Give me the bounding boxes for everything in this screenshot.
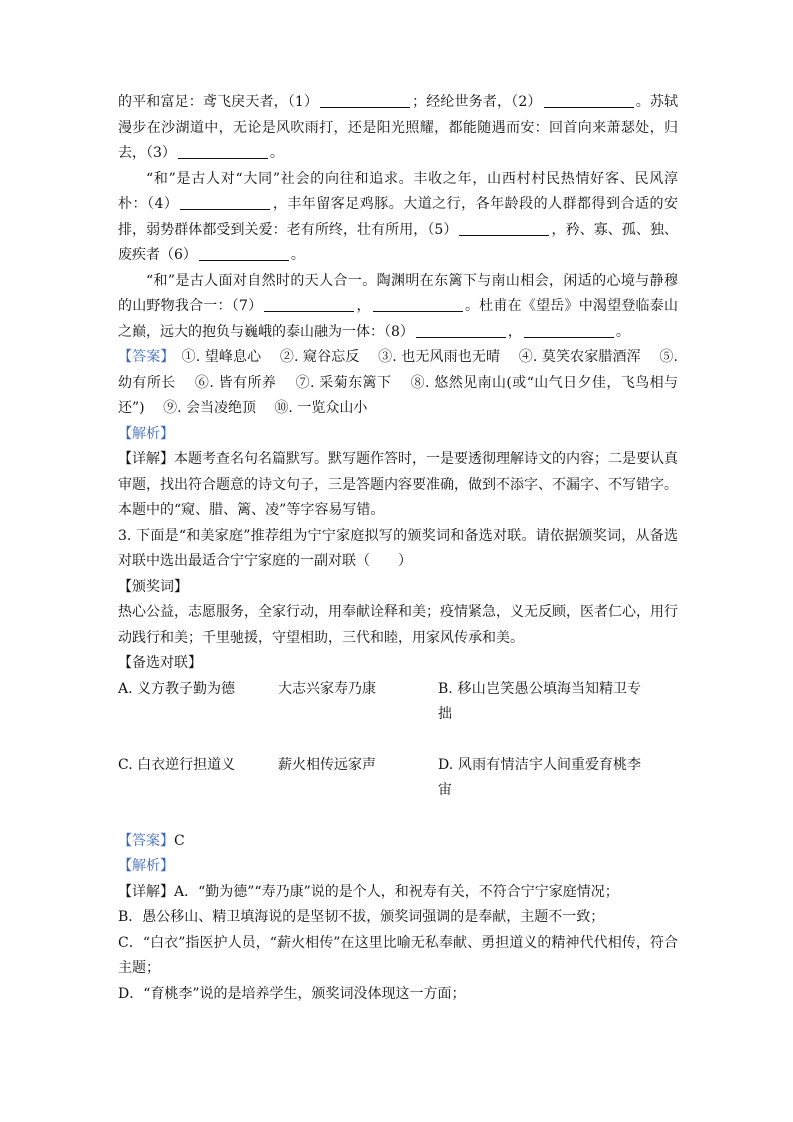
detail-block-1: 【详解】本题考查名句名篇默写。默写题作答时，一是要透彻理解诗文的内容；二是要认真审题，找出符合题意的诗文句子，三是答题内容要准确，做到不添字、不漏字、不写错字。本题中的“窥、腊、篱、凌”等字容易写错。	[118, 451, 678, 518]
option-row-cd	[118, 753, 678, 804]
blank-7b	[373, 297, 463, 312]
detail-d: D．“育桃李”说的是培养学生，颁奖词没体现这一方面；	[118, 985, 466, 1002]
award-heading: 【颁奖词】	[118, 578, 188, 595]
answer-tag: 【答案】	[118, 349, 168, 365]
blank-6	[199, 246, 289, 261]
blank-1	[320, 93, 410, 108]
option-b-first: B. 移山岂笑愚公拙	[438, 680, 543, 722]
analysis-tag: 【解析】	[118, 425, 174, 442]
answer-block-1	[118, 345, 678, 422]
award-text: 热心公益，志愿服务，全家行动，用奉献诠释和美；疫情紧急，义无反顾，医者仁心，用行动践行和美；千里驰援，守望相助，三代和睦，用家风传承和美。	[118, 604, 678, 646]
blank-4	[180, 195, 270, 210]
options-heading: 【备选对联】	[118, 655, 202, 671]
option-d-first: D. 风雨有情洁宇宙	[438, 756, 543, 798]
question-3-stem: 3. 下面是“和美家庭”推荐组为宁宁家庭拟写的颁奖词和备选对联。请依据颁奖词，从备选对联中选出最适合宁宁家庭的一副对联（ ）	[118, 527, 678, 569]
answer-block-3	[118, 829, 678, 855]
blank-8a	[416, 323, 506, 338]
blank-7a	[264, 297, 354, 312]
paragraph-peace: 的平和富足：鸢飞戾天者，（1） ；经纶世务者，（2） 。苏轼漫步在沙湖道中，无论是风吹雨打，还是阳光照耀，都能随遇而安：回首向来萧瑟处，归去，（3） 。	[118, 94, 678, 161]
option-c-second: 薪火相传远家声	[278, 756, 376, 773]
answer-text: ①. 望峰息心 ②. 窥谷忘反 ③. 也无风雨也无晴 ④. 莫笑农家腊酒浑 ⑤. 幼有所长 ⑥. 皆有所养 ⑦. 采菊东篱下 ⑧. 悠然见南山(或“山气日夕佳，飞鸟相与还”) ⑨. 会当凌绝顶 ⑩. 一览众山小	[118, 349, 679, 416]
blank-3	[178, 144, 268, 159]
detail-b: B．愚公移山、精卫填海说的是坚韧不拔，颁奖词强调的是奉献，主题不一致；	[118, 909, 605, 925]
option-row-ab	[118, 677, 678, 728]
detail-c: C．“白衣”指医护人员，“薪火相传”在这里比喻无私奉献、勇担道义的精神代代相传，符合主题；	[118, 934, 678, 976]
detail-a: 【详解】A．“勤为德”“寿乃康”说的是个人，和祝寿有关，不符合宁宁家庭情况；	[118, 883, 619, 900]
blank-2	[544, 93, 634, 108]
option-a-second: 大志兴家寿乃康	[278, 680, 376, 697]
answer-value-3: C	[174, 832, 185, 849]
answer-tag-3: 【答案】	[118, 832, 174, 849]
option-b-second: 填海当知精卫专	[543, 680, 641, 697]
paragraph-datong: “和”是古人对“大同”社会的向往和追求。丰收之年，山西村村民热情好客、民风淳朴：（4） ，丰年留客足鸡豚。大道之行，各年龄段的人群都得到合适的安排，弱势群体都受到关爱：老有所终，壮有所用，（5） ，矜、寡、孤、独、废疾者（6） 。	[118, 170, 679, 263]
blank-8b	[524, 323, 614, 338]
analysis-tag-3: 【解析】	[118, 858, 174, 874]
option-a-first: A. 义方教子勤为德	[118, 680, 236, 697]
option-c-first: C. 白衣逆行担道义	[118, 756, 236, 773]
option-d-second: 人间重爱育桃李	[543, 756, 641, 773]
blank-5	[459, 221, 549, 236]
paragraph-nature: “和”是古人面对自然时的天人合一。陶渊明在东篱下与南山相会，闲适的心境与静穆的山野物我合一：（7） ， 。杜甫在《望岳》中渴望登临泰山之巅，远大的抱负与巍峨的泰山融为一体：（8） ， 。	[118, 272, 678, 340]
